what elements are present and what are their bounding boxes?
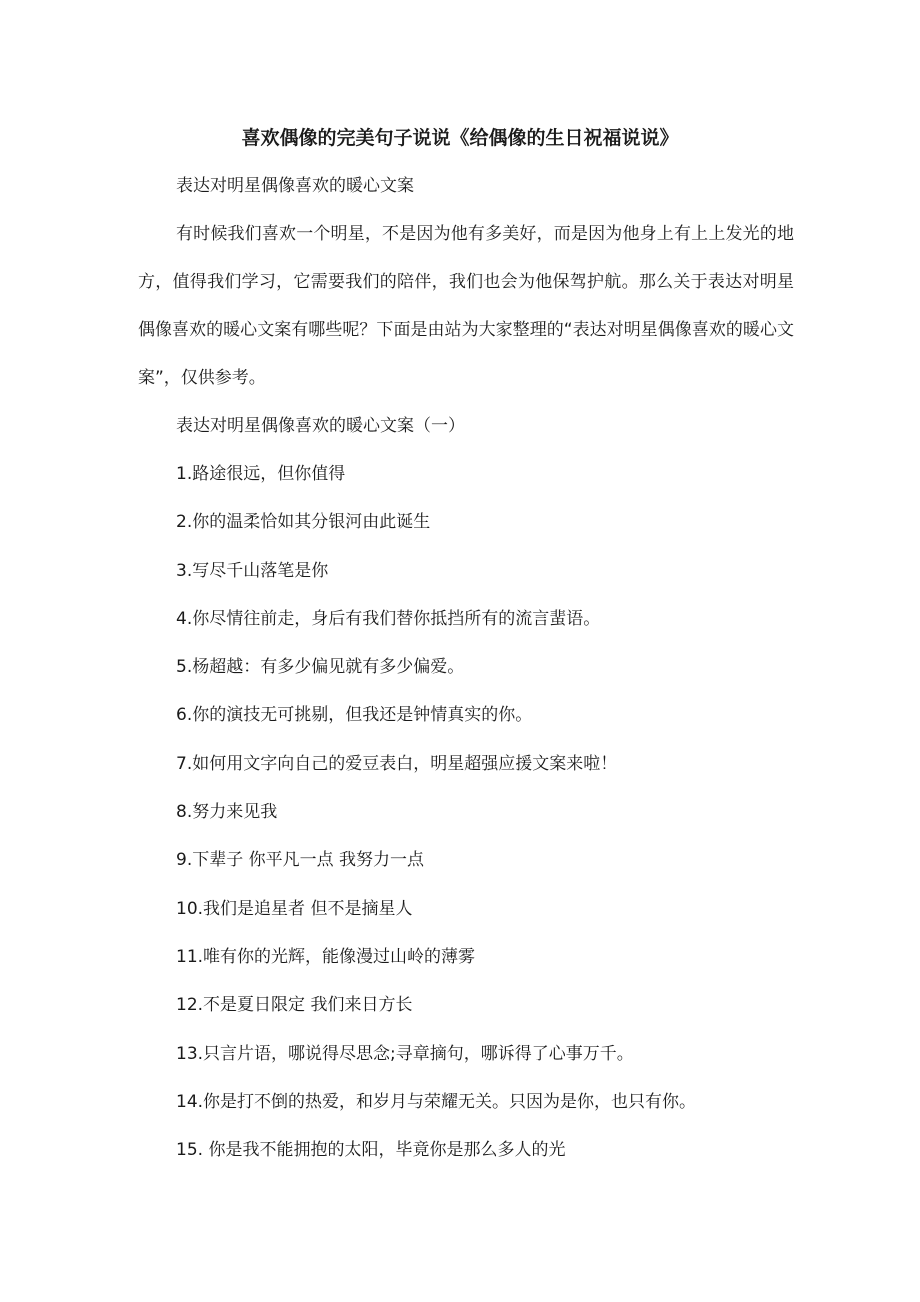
- list-item: 11.唯有你的光辉，能像漫过山岭的薄雾: [176, 946, 476, 967]
- quote-list: [176, 450, 796, 1174]
- list-item: 9.下辈子 你平凡一点 我努力一点: [176, 850, 425, 871]
- section-heading: 表达对明星偶像喜欢的暖心文案（一）: [176, 416, 465, 436]
- list-item: 2.你的温柔恰如其分银河由此诞生: [176, 512, 431, 533]
- intro-paragraph: 有时候我们喜欢一个明星，不是因为他有多美好，而是因为他身上有上上发光的地方，值得我们学习，它需要我们的陪伴，我们也会为他保驾护航。那么关于表达对明星偶像喜欢的暖心文案有哪些呢？下面是由站为大家整理的“表达对明星偶像喜欢的暖心文案”，仅供参考。: [138, 224, 794, 388]
- list-item: 10.我们是追星者 但不是摘星人: [176, 898, 413, 919]
- list-item: 3.写尽千山落笔是你: [176, 560, 329, 581]
- list-item: 13.只言片语，哪说得尽思念;寻章摘句，哪诉得了心事万千。: [176, 1043, 634, 1064]
- list-item: 8.努力来见我: [176, 802, 278, 823]
- list-item: 5.杨超越：有多少偏见就有多少偏爱。: [176, 657, 465, 678]
- list-item: 4.你尽情往前走，身后有我们替你抵挡所有的流言蜚语。: [176, 608, 601, 629]
- list-item: 14.你是打不倒的热爱，和岁月与荣耀无关。只因为是你，也只有你。: [176, 1091, 697, 1112]
- list-item: 6.你的演技无可挑剔，但我还是钟情真实的你。: [176, 705, 533, 726]
- list-item: 1.路途很远，但你值得: [176, 464, 346, 484]
- list-item: 15. 你是我不能拥抱的太阳，毕竟你是那么多人的光: [176, 1140, 566, 1161]
- list-item: 7.如何用文字向自己的爱豆表白，明星超强应援文案来啦！: [176, 753, 618, 774]
- list-item: 12.不是夏日限定 我们来日方长: [176, 995, 413, 1016]
- document-subtitle: 表达对明星偶像喜欢的暖心文案: [176, 176, 414, 196]
- document-title: 喜欢偶像的完美句子说说《给偶像的生日祝福说说》: [241, 127, 679, 149]
